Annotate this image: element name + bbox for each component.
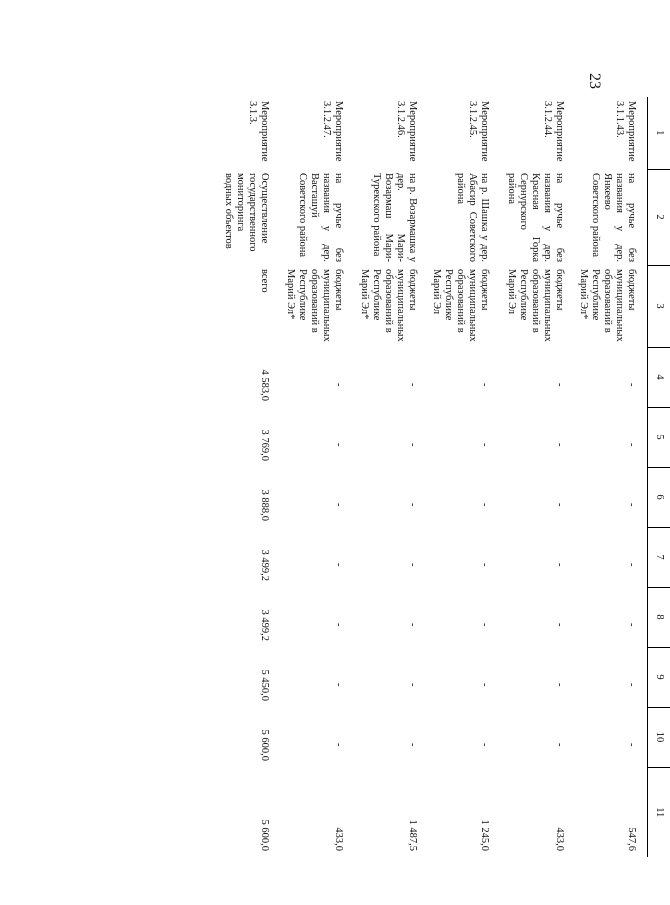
value-cell: - bbox=[554, 503, 566, 507]
funding-source: бюджеты муниципальных образований в Республике Марий Эл bbox=[431, 269, 491, 342]
measure-name: на ручье без названия у дер. Васташуй Советского района bbox=[297, 173, 345, 262]
measure-name: на р. Возармашка у дер. Мари-Возармаш Мари-Турекского района bbox=[371, 173, 419, 262]
header-cell: 1 bbox=[648, 97, 670, 169]
value-cell: - bbox=[479, 563, 491, 567]
value-cell: - bbox=[626, 383, 637, 387]
header-cell: 8 bbox=[648, 587, 670, 647]
value-cell: - bbox=[479, 623, 491, 627]
page-number: 23 bbox=[586, 73, 603, 89]
header-cell: 9 bbox=[648, 647, 670, 707]
value-cell: - bbox=[407, 443, 419, 447]
value-cell: - bbox=[626, 503, 637, 507]
header-cell: 7 bbox=[648, 527, 670, 587]
value-cell: - bbox=[626, 443, 637, 447]
value-cell: - bbox=[333, 563, 345, 567]
value-cell: - bbox=[479, 743, 491, 747]
header-cell: 6 bbox=[648, 467, 670, 527]
header-cell: 3 bbox=[648, 265, 670, 347]
value-cell: - bbox=[333, 623, 345, 627]
value-cell: - bbox=[626, 563, 637, 567]
header-cell: 10 bbox=[648, 707, 670, 767]
value-cell: - bbox=[479, 683, 491, 687]
value-cell: - bbox=[407, 683, 419, 687]
table-row bbox=[281, 97, 355, 857]
value-cell: - bbox=[407, 743, 419, 747]
measure-code: Мероприятие 3.1.2.44. bbox=[542, 101, 566, 162]
header-cell: 2 bbox=[648, 169, 670, 265]
measure-code: Мероприятие 3.1.2.47. bbox=[321, 101, 345, 162]
value-cell: - bbox=[333, 743, 345, 747]
value-cell: - bbox=[554, 623, 566, 627]
value-cell: - bbox=[333, 683, 345, 687]
value-cell: - bbox=[479, 383, 491, 387]
value-cell: - bbox=[554, 383, 566, 387]
table-row bbox=[201, 97, 281, 857]
value-cell: 433,0 bbox=[333, 827, 345, 851]
table-row bbox=[429, 97, 501, 857]
value-cell: - bbox=[407, 623, 419, 627]
value-cell: - bbox=[333, 503, 345, 507]
value-cell: 5 600,0 bbox=[259, 819, 271, 851]
value-cell: 3 499,2 bbox=[259, 609, 271, 641]
value-cell: - bbox=[554, 563, 566, 567]
value-cell: 1 487,5 bbox=[407, 819, 419, 851]
measure-code: Мероприятие 3.1.1.43. bbox=[613, 101, 637, 162]
measure-code: Мероприятие 3.1.2.46. bbox=[395, 101, 419, 162]
table-row bbox=[355, 97, 429, 857]
value-cell: 3 888,0 bbox=[259, 489, 271, 521]
value-cell: 4 583,0 bbox=[259, 369, 271, 401]
value-cell: - bbox=[554, 683, 566, 687]
value-cell: 1 245,0 bbox=[479, 819, 491, 851]
value-cell: - bbox=[626, 623, 637, 627]
rotated-table-frame bbox=[115, 97, 670, 857]
table-row bbox=[501, 97, 576, 857]
value-cell: 5 450,0 bbox=[259, 669, 271, 701]
table-row bbox=[576, 97, 648, 857]
budget-table bbox=[201, 97, 670, 857]
value-cell: 3 499,2 bbox=[259, 549, 271, 581]
value-cell: - bbox=[407, 563, 419, 567]
value-cell: - bbox=[333, 443, 345, 447]
header-cell: 11 bbox=[648, 767, 670, 857]
header-cell: 5 bbox=[648, 407, 670, 467]
header-row bbox=[648, 97, 670, 857]
value-cell: - bbox=[407, 383, 419, 387]
value-cell: - bbox=[626, 683, 637, 687]
measure-name: Осуществление государственного мониторинга водных объектов bbox=[223, 173, 271, 252]
value-cell: - bbox=[479, 443, 491, 447]
value-cell: - bbox=[554, 743, 566, 747]
funding-source: бюджеты муниципальных образований в Республике Марий Эл bbox=[506, 269, 566, 342]
funding-source: бюджеты муниципальных образований в Республике Марий Эл* bbox=[359, 269, 419, 342]
measure-code: Мероприятие 3.1.2.45. bbox=[467, 101, 491, 162]
header-cell: 4 bbox=[648, 347, 670, 407]
value-cell: - bbox=[554, 443, 566, 447]
value-cell: 3 769,0 bbox=[259, 429, 271, 461]
value-cell: - bbox=[626, 743, 637, 747]
measure-name: на р. Шашка у дер. Абасир Советского района bbox=[455, 173, 491, 262]
funding-source: бюджеты муниципальных образований в Республике Марий Эл* bbox=[577, 269, 637, 342]
measure-code: Мероприятие 3.1.3. bbox=[247, 101, 271, 162]
funding-source: всего bbox=[259, 269, 271, 293]
measure-name: на ручье без названия у дер. Янкеево Советского района bbox=[589, 173, 637, 262]
measure-name: на ручье без названия у дер. Красная Горка Сернурского района bbox=[506, 173, 566, 262]
value-cell: 433,0 bbox=[554, 827, 566, 851]
value-cell: 547,6 bbox=[626, 827, 637, 851]
value-cell: - bbox=[333, 383, 345, 387]
value-cell: - bbox=[407, 503, 419, 507]
value-cell: 5 600,0 bbox=[259, 729, 271, 761]
funding-source: бюджеты муниципальных образований в Республике Марий Эл* bbox=[285, 269, 345, 342]
value-cell: - bbox=[479, 503, 491, 507]
